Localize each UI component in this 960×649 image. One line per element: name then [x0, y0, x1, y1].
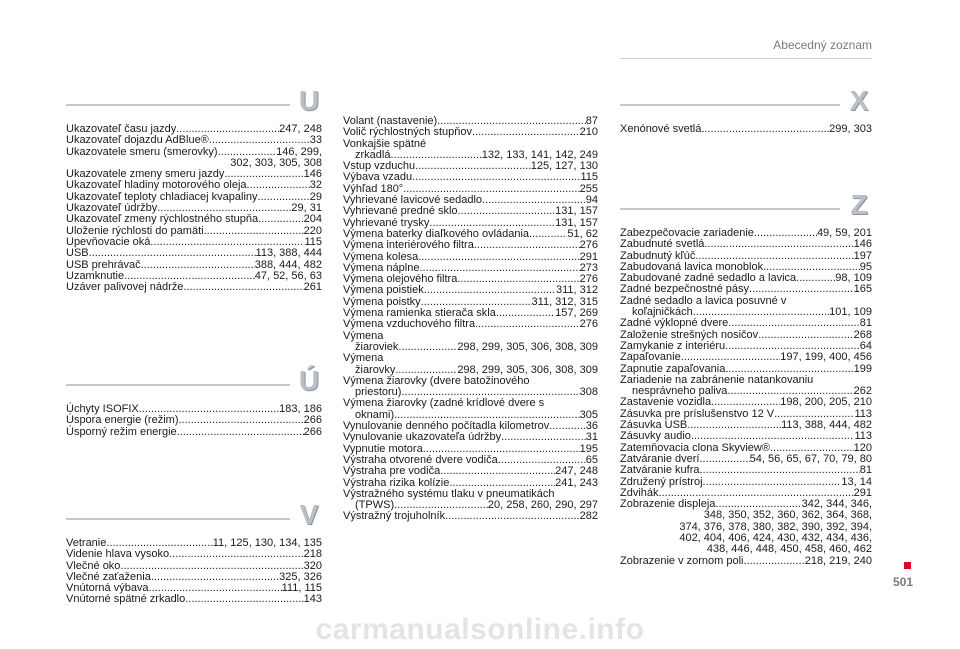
entry-pages: 101, 109	[829, 306, 872, 319]
dot-leader	[209, 135, 310, 146]
entry-pages: 36	[585, 420, 598, 433]
section-header	[620, 86, 872, 116]
section-header	[66, 366, 322, 396]
entry-pages: 311, 312, 315	[531, 295, 598, 308]
entry-row	[343, 319, 598, 330]
dot-leader	[475, 319, 580, 330]
entry-name: USB prehrávač	[66, 258, 141, 271]
entry-name: Výstraha rizika kolízie	[343, 476, 450, 489]
entry-list	[620, 228, 872, 567]
entry-row	[620, 352, 872, 363]
dot-leader	[141, 260, 255, 271]
entry-row	[343, 466, 598, 477]
entry-name: Vyhrievané predné sklo	[343, 205, 458, 218]
entry-row	[66, 594, 322, 605]
dot-leader	[177, 427, 304, 438]
dot-leader	[796, 273, 835, 284]
entry-pages: 81	[859, 317, 872, 330]
dot-leader	[474, 240, 580, 251]
entry-name: Volič rýchlostných stupňov	[343, 126, 473, 139]
entry-name: Výmena poistiek	[343, 284, 424, 297]
entry-row	[66, 214, 322, 225]
index-entry	[66, 248, 322, 259]
dot-leader	[699, 454, 749, 465]
dot-leader	[440, 466, 555, 477]
entry-name: Uzamknutie	[66, 269, 125, 282]
entry-name: Vetranie	[66, 537, 107, 549]
entry-pages: 29	[309, 190, 322, 203]
index-entry	[66, 427, 322, 438]
entry-pages: 299, 303	[829, 123, 872, 135]
section-u	[66, 86, 322, 293]
entry-pages: 298, 299, 305, 306, 308, 309	[457, 340, 598, 353]
entry-pages: 199	[853, 362, 872, 375]
entry-name: Upevňovacie oká	[66, 235, 151, 248]
index-entry	[620, 499, 872, 555]
entry-name: Zabudované zadné sedadlo a lavica	[620, 272, 797, 285]
entry-row	[343, 432, 598, 443]
entry-pages: 87	[585, 115, 598, 127]
dot-leader	[258, 214, 304, 225]
entry-pages: 247, 248	[555, 465, 598, 478]
entry-name: Vyhrievané lavicové sedadlo	[343, 194, 483, 207]
index-entry	[620, 124, 872, 135]
entry-name: Výstraha otvorené dvere vodiča	[343, 453, 498, 466]
section-u-acute	[66, 366, 322, 438]
entry-pages: 204	[303, 213, 322, 226]
entry-row	[620, 465, 872, 476]
entry-name: Vlečné oko	[66, 559, 121, 572]
entry-name: Ukazovateľ zmeny rýchlostného stupňa	[66, 213, 259, 226]
entry-name: Xenónové svetlá	[620, 123, 702, 135]
entry-name: Výmena kolesa	[343, 250, 419, 263]
entry-name: Výstraha pre vodiča	[343, 465, 441, 478]
dot-leader	[744, 556, 805, 567]
index-entry	[66, 282, 322, 293]
entry-name: Vlečné zaťaženia	[66, 570, 151, 583]
entry-pages: 305	[579, 408, 598, 421]
entry-pages: 113, 388, 444	[255, 247, 322, 260]
section-divider	[66, 104, 322, 106]
entry-label: Vonkajšie spätné	[343, 137, 427, 150]
dot-leader	[178, 415, 303, 426]
entry-name: Úchyty ISOFIX	[66, 403, 139, 415]
entry-pages: 157, 269	[555, 307, 598, 320]
entry-pages: 120	[853, 441, 872, 454]
entry-name: Uzáver palivovej nádrže	[66, 281, 184, 294]
entry-name: Vnútorné spätné zrkadlo	[66, 593, 186, 606]
dot-leader	[728, 318, 860, 329]
entry-row	[620, 318, 872, 329]
entry-pages: 47, 52, 56, 63	[254, 269, 322, 282]
entry-row	[66, 135, 322, 146]
index-entry	[620, 352, 872, 363]
entry-pages: 220	[303, 224, 322, 237]
entry-pages: 113	[854, 430, 872, 443]
index-entry	[343, 127, 598, 138]
entry-pages-continued: 302, 303, 305, 308	[230, 156, 322, 169]
entry-pages: 255	[579, 182, 598, 195]
dot-leader	[418, 252, 579, 263]
dot-leader	[529, 229, 567, 240]
entry-name: Založenie strešných nosičov	[620, 328, 759, 341]
entry-name: Zásuvka pre príslušenstvo 12 V	[620, 407, 775, 420]
entry-row	[620, 124, 872, 135]
entry-pages: 51, 62	[567, 227, 598, 240]
dot-leader	[704, 239, 853, 250]
entry-label: Výmena	[343, 352, 384, 365]
entry-pages: 165	[853, 283, 872, 296]
watermark: carmanualsonline.info	[315, 613, 645, 646]
entry-name: priestoru)	[355, 386, 402, 399]
dot-leader	[169, 549, 303, 560]
entry-name: Vyhrievané trysky	[343, 216, 430, 229]
entry-pages: 94	[585, 194, 598, 207]
index-entry	[620, 431, 872, 442]
entry-name: Vynulovanie denného počítadla kilometrov	[343, 420, 550, 433]
entry-name: Výmena baterky diaľkového ovládania	[343, 227, 530, 240]
entry-list	[66, 124, 322, 293]
entry-row	[620, 431, 872, 442]
dot-leader	[185, 594, 303, 605]
entry-pages: 131, 157	[555, 205, 598, 218]
entry-pages: 197	[853, 249, 872, 262]
entry-name: USB	[66, 247, 89, 260]
entry-name: Výmena poistky	[343, 295, 421, 308]
entry-pages: 29, 31	[291, 202, 322, 215]
index-entry	[343, 432, 598, 443]
dot-leader	[445, 511, 580, 522]
entry-pages: 195	[579, 442, 598, 455]
entry-name: Zdvihák	[620, 486, 659, 499]
section-x	[620, 86, 872, 135]
entry-label: Výmena žiarovky (zadné krídlové dvere s	[343, 397, 545, 410]
entry-name: Vnútorná výbava	[66, 582, 149, 595]
entry-pages: 143	[303, 593, 322, 606]
dot-leader	[691, 431, 855, 442]
section-divider	[620, 208, 872, 210]
entry-pages: 49, 59, 201	[816, 227, 872, 239]
entry-name: Videnie hlava vysoko	[66, 548, 170, 561]
entry-pages: 291	[853, 486, 872, 499]
entry-pages: 95	[859, 260, 872, 273]
entry-pages: 311, 312	[555, 284, 598, 297]
index-entry	[620, 556, 872, 567]
entry-name: Uloženie rýchlosti do pamäti	[66, 224, 204, 237]
section-divider	[66, 384, 322, 386]
entry-pages: 81	[859, 464, 872, 477]
entry-pages: 11, 125, 130, 134, 135	[212, 537, 322, 549]
entry-name: Zatváranie kufra	[620, 464, 700, 477]
entry-name: Výstražný trojuholník	[343, 510, 446, 523]
dot-leader	[758, 330, 853, 341]
section-header	[66, 86, 322, 116]
entry-name: Výmena interiérového filtra	[343, 239, 474, 252]
entry-row	[343, 127, 598, 138]
entry-pages: 218	[303, 548, 322, 561]
index-entry	[343, 353, 598, 364]
entry-name: Výhľad 180°	[343, 182, 404, 195]
entry-row	[66, 282, 322, 293]
dot-leader	[204, 226, 304, 237]
section-letter: Z	[840, 190, 872, 220]
section-letter: X	[840, 86, 872, 116]
dot-leader	[151, 572, 279, 583]
entry-name: Zásuvka USB	[620, 419, 688, 432]
dot-leader	[703, 477, 842, 488]
dot-leader	[398, 342, 457, 353]
entry-name: (TPWS)	[355, 499, 395, 512]
entry-name: zrkadlá	[355, 148, 391, 161]
entry-label: Výstražného systému tlaku v pneumatikách	[343, 487, 555, 500]
entry-pages: 198, 200, 205, 210	[780, 396, 872, 409]
entry-pages: 308	[579, 386, 598, 399]
entry-label: Výmena	[343, 329, 384, 342]
entry-name: Ukazovateľ dojazdu AdBlue®	[66, 134, 209, 147]
section-divider	[66, 518, 322, 520]
entry-pages: 241, 243	[555, 476, 598, 489]
entry-name: Zabudnutý kľúč	[620, 249, 696, 262]
dot-leader	[681, 352, 781, 363]
entry-pages: 65	[585, 453, 598, 466]
entry-name: Výmena vzduchového filtra	[343, 318, 476, 331]
section-v	[66, 500, 322, 606]
entry-pages: 261	[303, 281, 322, 294]
entry-name: Úspora energie (režim)	[66, 414, 179, 427]
entry-name: Vypnutie motora	[343, 442, 423, 455]
entry-pages: 132, 133, 141, 142, 249	[481, 148, 598, 161]
entry-name: oknami)	[355, 408, 395, 421]
entry-pages: 197, 199, 400, 456	[780, 351, 872, 364]
entry-name: Zásuvky audio	[620, 430, 691, 443]
entry-pages: 115	[580, 171, 598, 184]
index-entry	[620, 239, 872, 250]
entry-name: Zadné výklopné dvere	[620, 317, 729, 330]
entry-pages: 276	[579, 273, 598, 286]
index-entry	[343, 466, 598, 477]
entry-row	[343, 206, 598, 217]
dot-leader	[754, 228, 817, 239]
index-entry	[66, 135, 322, 146]
dot-leader	[501, 432, 586, 443]
entry-pages: 388, 444, 482	[254, 258, 322, 271]
entry-name: Zatváranie dverí	[620, 452, 700, 465]
entry-pages: 276	[579, 318, 598, 331]
entry-name: žiaroviek	[355, 340, 399, 353]
section-z	[620, 190, 872, 567]
entry-row	[66, 427, 322, 438]
entry-pages: 325, 326	[279, 570, 322, 583]
entry-name: Vynulovanie ukazovateľa údržby	[343, 431, 502, 444]
dot-leader	[496, 308, 555, 319]
section-letter: Ú	[290, 366, 322, 396]
entry-pages: 113	[854, 407, 872, 420]
entry-name: žiarovky	[355, 363, 396, 376]
entry-pages: 146, 299,	[276, 145, 322, 158]
entry-name: Ukazovatele smeru (smerovky)	[66, 145, 218, 158]
dot-leader	[701, 124, 829, 135]
entry-pages: 276	[579, 239, 598, 252]
entry-pages: 247, 248	[279, 123, 322, 135]
entry-pages: 98, 109	[835, 272, 872, 285]
entry-list	[620, 124, 872, 135]
entry-label: Zariadenie na zabránenie natankovaniu	[620, 373, 814, 386]
entry-pages: 111, 115	[281, 582, 322, 595]
index-entry	[66, 415, 322, 426]
entry-name: Zatemňovacia clona Skyview®	[620, 441, 770, 454]
section-header	[66, 500, 322, 530]
dot-leader	[412, 172, 580, 183]
dot-leader	[415, 161, 531, 172]
entry-pages: 218, 219, 240	[804, 554, 872, 567]
entry-label: Zadné sedadlo a lavica posuvné v	[620, 294, 787, 307]
entry-pages: 64	[859, 339, 872, 352]
dot-leader	[472, 127, 580, 138]
entry-list	[66, 404, 322, 438]
entry-name: Zadné bezpečnostné pásy	[620, 283, 750, 296]
entry-name: Zamykanie z interiéru	[620, 339, 726, 352]
entry-name: Zabudnuté svetlá	[620, 238, 705, 251]
section-header	[620, 190, 872, 220]
entry-pages: 268	[853, 328, 872, 341]
entry-pages-continued: 348, 350, 352, 360, 362, 364, 368, 374, 376, 378, 380, 382, 390, 392, 394, 402, 404, 406, 424, 430, 432, 434, 436, 438, 446, 448, 450, 458, 460, 462	[679, 509, 872, 556]
entry-list	[66, 538, 322, 606]
entry-row	[620, 239, 872, 250]
entry-pages: 20, 258, 260, 290, 297	[487, 499, 598, 512]
entry-row	[620, 556, 872, 567]
entry-name: Ukazovateľ hladiny motorového oleja	[66, 179, 247, 192]
index-entry	[620, 465, 872, 476]
entry-row	[343, 240, 598, 251]
entry-name: Združený prístroj	[620, 475, 703, 488]
entry-pages: 33	[309, 134, 322, 147]
entry-pages: 266	[303, 414, 322, 427]
entry-pages: 131, 157	[555, 216, 598, 229]
entry-pages: 273	[579, 261, 598, 274]
entry-pages: 113, 388, 444, 482	[781, 419, 872, 432]
dot-leader	[183, 282, 303, 293]
entry-pages: 125, 127, 130	[530, 160, 598, 173]
entry-row	[66, 248, 322, 259]
entry-name: Zobrazenie displeja	[620, 498, 716, 511]
dot-leader	[699, 465, 859, 476]
index-entry	[343, 240, 598, 251]
entry-name: Výmena ramienka stierača skla	[343, 307, 496, 320]
index-entry	[343, 206, 598, 217]
entry-name: Zapaľovanie	[620, 351, 681, 364]
entry-name: Úsporný režim energie	[66, 425, 177, 438]
entry-name: Výbava vzadu	[343, 171, 413, 184]
entry-pages: 342, 344, 346,	[801, 498, 872, 511]
entry-name: Ukazovateľ teploty chladiacej kvapaliny	[66, 190, 258, 203]
entry-pages: 298, 299, 305, 306, 308, 309	[457, 363, 598, 376]
entry-name: Zobrazenie v zornom poli	[620, 554, 744, 567]
entry-name: Zabezpečovacie zariadenie	[620, 227, 754, 239]
index-entry	[66, 214, 322, 225]
entry-label: Výmena žiarovky (dvere batožinového	[343, 374, 530, 387]
entry-pages: 183, 186	[279, 403, 322, 415]
entry-name: Zapnutie zapaľovania	[620, 362, 726, 375]
dot-leader	[458, 206, 556, 217]
entry-row	[66, 415, 322, 426]
page-header-title: Abecedný zoznam	[773, 38, 872, 52]
entry-pages: 32	[309, 179, 322, 192]
entry-pages: 282	[579, 510, 598, 523]
entry-list	[343, 116, 598, 523]
entry-pages: 13, 14	[841, 475, 872, 488]
entry-name: Ukazovateľ času jazdy	[66, 123, 177, 135]
entry-pages: 115	[304, 235, 322, 248]
index-entry	[66, 594, 322, 605]
entry-name: koľajničkách	[632, 306, 693, 319]
entry-pages: 146	[303, 168, 322, 181]
page-number: 501	[892, 575, 913, 589]
index-entry	[343, 319, 598, 330]
entry-name: Vstup vzduchu	[343, 160, 416, 173]
entry-name: Zabudovaná lavica monoblok	[620, 260, 764, 273]
dot-leader	[687, 420, 781, 431]
entry-name: Výmena olejového filtra	[343, 273, 458, 286]
entry-name: Volant (nastavenie)	[343, 115, 438, 127]
index-entry	[66, 147, 322, 170]
entry-pages: 320	[303, 559, 322, 572]
entry-name: Ukazovatele zmeny smeru jazdy	[66, 168, 225, 181]
section-divider	[620, 104, 872, 106]
entry-name: Ukazovateľ údržby	[66, 202, 158, 215]
entry-pages: 54, 56, 65, 67, 70, 79, 80	[749, 452, 872, 465]
entry-name: Výmena náplne	[343, 261, 420, 274]
section-letter: U	[290, 86, 322, 116]
header-divider	[620, 58, 872, 59]
dot-leader	[89, 248, 256, 259]
dot-leader	[549, 421, 585, 432]
entry-pages: 262	[853, 385, 872, 398]
section-v-continued	[343, 116, 598, 523]
entry-pages: 291	[579, 250, 598, 263]
entry-pages: 31	[585, 431, 598, 444]
entry-row	[343, 511, 598, 522]
index-entry	[620, 318, 872, 329]
entry-row	[66, 549, 322, 560]
entry-pages: 210	[579, 126, 598, 139]
entry-pages: 266	[303, 425, 322, 438]
index-entry	[343, 511, 598, 522]
entry-name: nesprávneho paliva	[632, 385, 728, 398]
entry-name: Zastavenie vozidla	[620, 396, 712, 409]
page-marker	[904, 562, 911, 569]
section-letter: V	[290, 500, 322, 530]
index-entry	[66, 549, 322, 560]
entry-pages: 146	[853, 238, 872, 251]
